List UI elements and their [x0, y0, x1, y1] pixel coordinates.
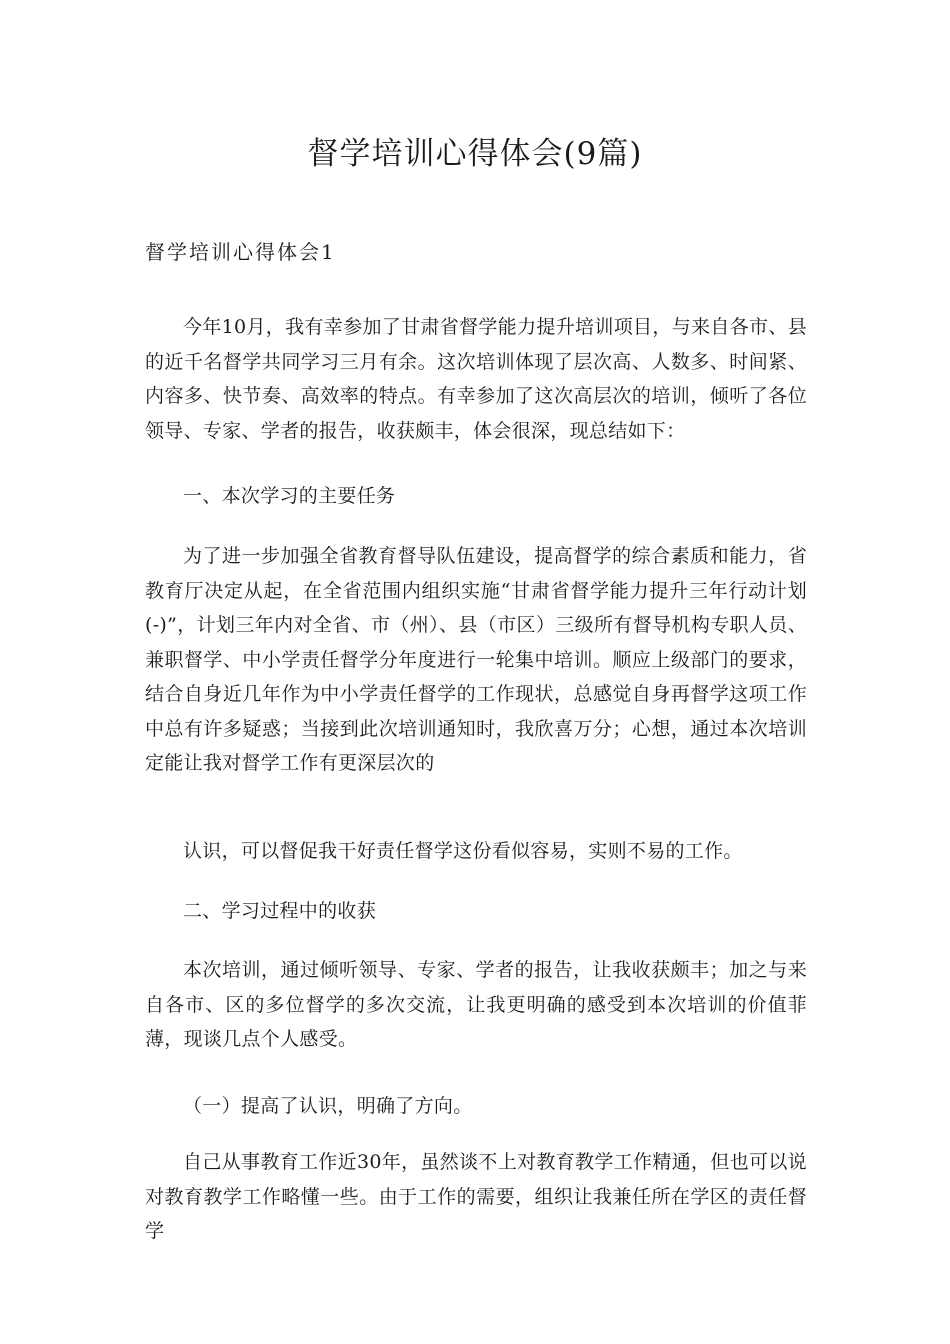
section-heading-gains: 二、学习过程中的收获: [183, 900, 377, 922]
section-heading: 督学培训心得体会1: [145, 240, 336, 264]
document-title: 督学培训心得体会(9篇): [307, 136, 643, 172]
paragraph-intro: 今年10月，我有幸参加了甘肃省督学能力提升培训项目，与来自各市、县的近千名督学共同学习三月有余。这次培训体现了层次高、人数多、时间紧、内容多、快节奏、高效率的特点。有幸参加了这次高层次的培训，倾听了各位领导、专家、学者的报告，收获颇丰，体会很深，现总结如下：: [145, 316, 807, 442]
section-heading-main-task: 一、本次学习的主要任务: [183, 485, 396, 507]
paragraph-awareness: 自己从事教育工作近30年，虽然谈不上对教育教学工作精通，但也可以说对教育教学工作略懂一些。由于工作的需要，组织让我兼任所在学区的责任督学: [145, 1151, 807, 1242]
paragraph-main-task-continued: 认识，可以督促我干好责任督学这份看似容易，实则不易的工作。: [183, 840, 743, 862]
subsection-heading-awareness: （一）提高了认识，明确了方向。: [183, 1095, 473, 1117]
paragraph-main-task: 为了进一步加强全省教育督导队伍建设，提高督学的综合素质和能力，省教育厅决定从起，在全省范围内组织实施“甘肃省督学能力提升三年行动计划(-)”，计划三年内对全省、市（州）、县（市区）三级所有督导机构专职人员、兼职督学、中小学责任督学分年度进行一轮集中培训。顺应上级部门的要求，结合自身近几年作为中小学责任督学的工作现状，总感觉自身再督学这项工作中总有许多疑惑；当接到此次培训通知时，我欣喜万分；心想，通过本次培训定能让我对督学工作有更深层次的: [145, 545, 807, 774]
paragraph-gains: 本次培训，通过倾听领导、专家、学者的报告，让我收获颇丰；加之与来自各市、区的多位督学的多次交流，让我更明确的感受到本次培训的价值菲薄，现谈几点个人感受。: [145, 959, 807, 1050]
